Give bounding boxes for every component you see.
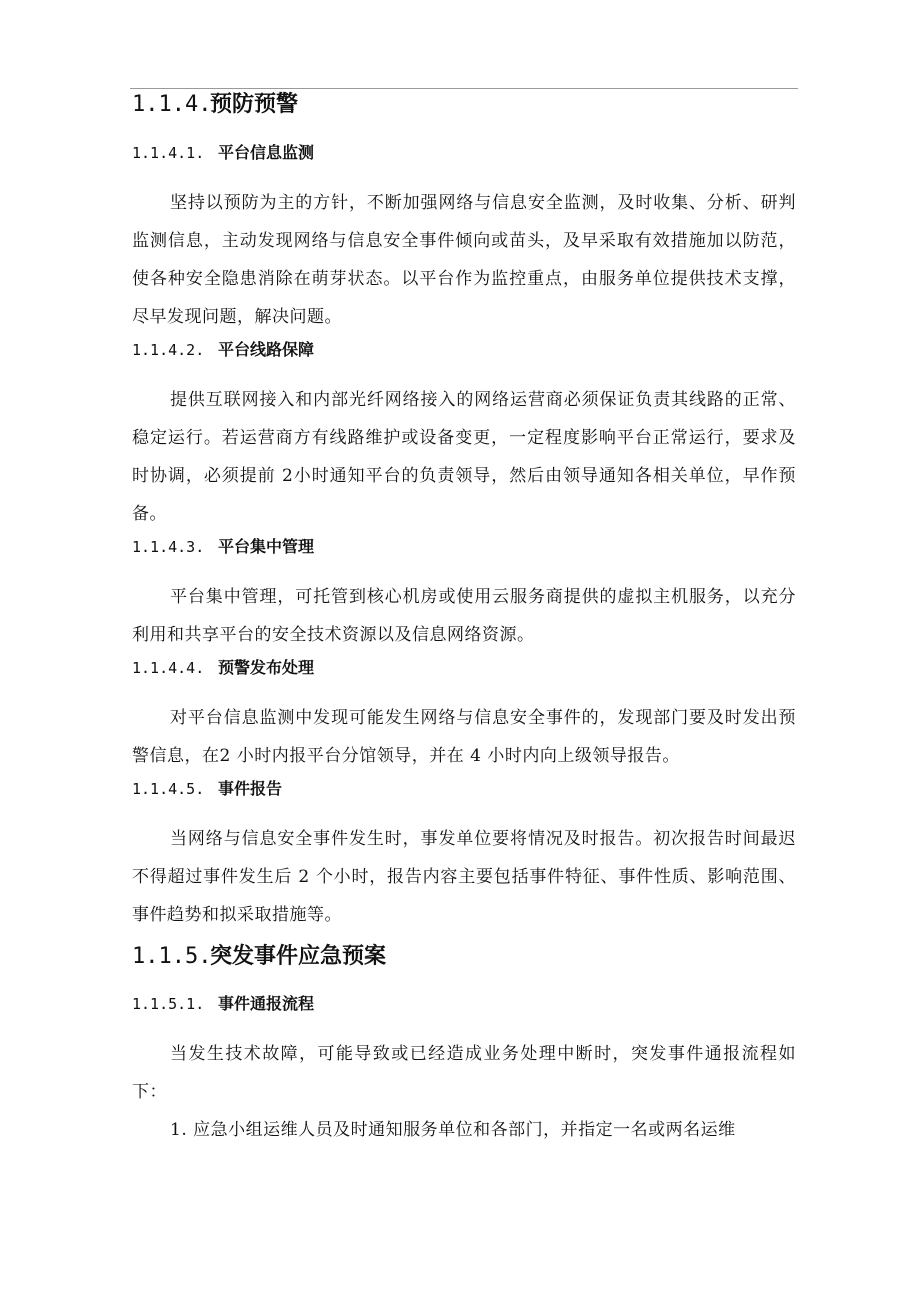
section-number: 1.1.4.1. bbox=[132, 144, 205, 162]
section-number: 1.1.5.1. bbox=[132, 995, 205, 1013]
paragraph-1-1-4-5: 当网络与信息安全事件发生时，事发单位要将情况及时报告。初次报告时间最迟不得超过事件发生后 2 个小时，报告内容主要包括事件特征、事件性质、影响范围、事件趋势和拟采取措施等。 bbox=[132, 829, 796, 925]
paragraph-1-1-4-3: 平台集中管理，可托管到核心机房或使用云服务商提供的虚拟主机服务，以充分利用和共享平台的安全技术资源以及信息网络资源。 bbox=[132, 587, 796, 645]
section-heading-1-1-4-2 bbox=[132, 336, 796, 364]
paragraph-1-1-4-2: 提供互联网接入和内部光纤网络接入的网络运营商必须保证负责其线路的正常、稳定运行。若运营商方有线路维护或设备变更，一定程度影响平台正常运行，要求及时协调，必须提前 2小时通知平台的负责领导，然后由领导通知各相关单位，早作预备。 bbox=[132, 390, 796, 524]
section-number: 1.1.4.5. bbox=[132, 780, 205, 798]
paragraph-1-1-4-1: 坚持以预防为主的方针，不断加强网络与信息安全监测，及时收集、分析、研判监测信息，主动发现网络与信息安全事件倾向或苗头，及早采取有效措施加以防范，使各种安全隐患消除在萌芽状态。以平台作为监控重点，由服务单位提供技术支撑，尽早发现问题，解决问题。 bbox=[132, 193, 796, 327]
section-heading-1-1-4 bbox=[132, 88, 796, 122]
section-number: 1.1.5. bbox=[132, 944, 212, 969]
section-title: 事件报告 bbox=[218, 779, 283, 798]
section-title: 平台线路保障 bbox=[218, 340, 315, 359]
section-heading-1-1-4-4 bbox=[132, 654, 796, 682]
section-title: 突发事件应急预案 bbox=[210, 944, 387, 969]
section-heading-1-1-5-1 bbox=[132, 990, 796, 1018]
section-heading-1-1-4-3 bbox=[132, 533, 796, 561]
section-heading-1-1-5 bbox=[132, 940, 796, 974]
section-number: 1.1.4.3. bbox=[132, 538, 205, 556]
document-body bbox=[132, 88, 796, 1149]
section-title: 事件通报流程 bbox=[218, 994, 315, 1013]
section-title: 平台集中管理 bbox=[218, 537, 315, 556]
section-heading-1-1-4-1 bbox=[132, 139, 796, 167]
section-number: 1.1.4.4. bbox=[132, 659, 205, 677]
paragraph-1-1-5-1: 当发生技术故障，可能导致或已经造成业务处理中断时，突发事件通报流程如下： bbox=[132, 1044, 796, 1102]
section-number: 1.1.4. bbox=[132, 92, 212, 117]
section-title: 平台信息监测 bbox=[218, 143, 315, 162]
section-number: 1.1.4.2. bbox=[132, 341, 205, 359]
section-title: 预警发布处理 bbox=[218, 658, 315, 677]
list-item: 1. 应急小组运维人员及时通知服务单位和各部门，并指定一名或两名运维 bbox=[170, 1120, 736, 1140]
section-title: 预防预警 bbox=[210, 92, 299, 117]
section-heading-1-1-4-5 bbox=[132, 775, 796, 803]
paragraph-1-1-4-4: 对平台信息监测中发现可能发生网络与信息安全事件的，发现部门要及时发出预警信息，在2 小时内报平台分馆领导，并在 4 小时内向上级领导报告。 bbox=[132, 708, 796, 766]
